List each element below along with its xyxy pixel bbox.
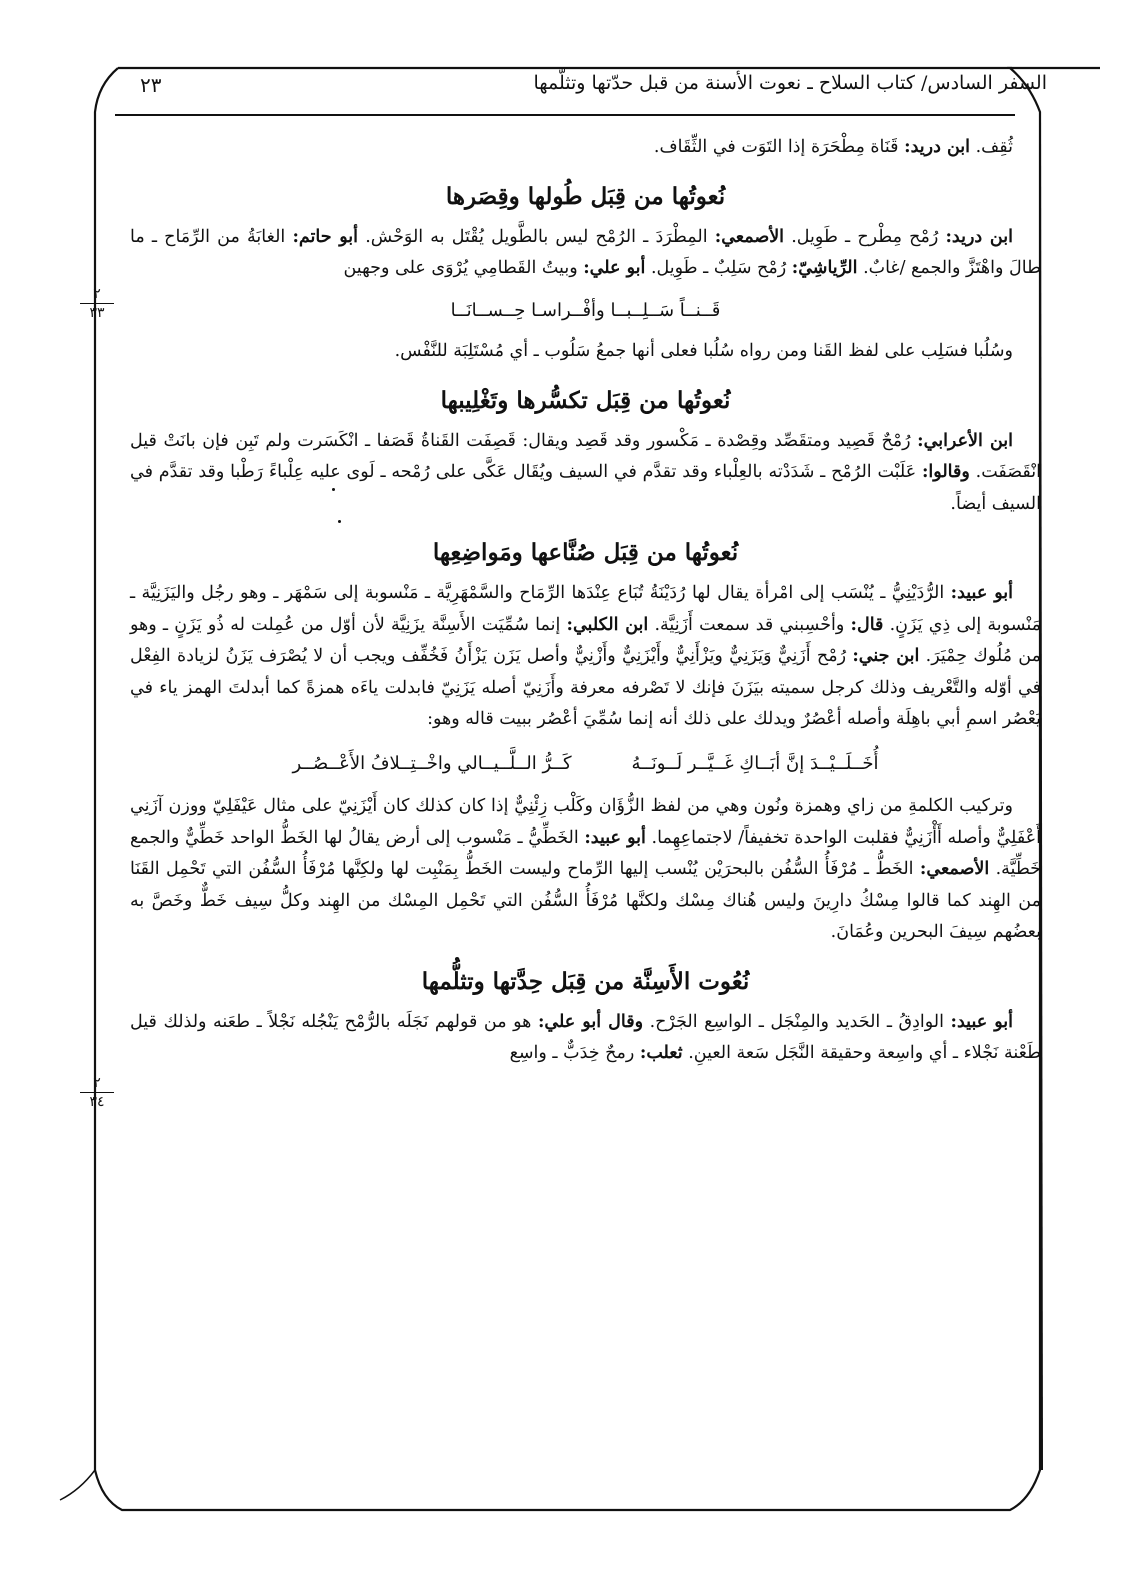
- text-run: وتركيب الكلمةِ من زاي وهمزة ونُون وهي من لفظ الزُّؤَان وكَلْب زِئْنِيٌّ إذا كان كذلك كان أَيْزَنِيّ على مثال عَيْفَلِيّ ووزن آزَنِي أَعْفَلِيٌّ وأصله أَأْزَنِيٌّ فقلبت الواحدة تخفيفاً/ لاجتماعِهِما.: [130, 796, 1042, 848]
- authority-name: أبو عبيد:: [950, 1011, 1014, 1032]
- authority-name: ثعلب:: [639, 1043, 683, 1063]
- authority-name: أبو علي:: [583, 258, 646, 278]
- authority-name: أبو حاتم:: [292, 226, 359, 247]
- text-run: وأحْسِبني قد سمعت أَزَنِيَّة.: [648, 614, 851, 635]
- verse-second-hemistich: كَــرُّ الــلَّــيــالي واخْــتِــلافُ الأَعْــصُــر: [292, 752, 572, 774]
- margin-note-denominator: ٣٤: [89, 1094, 105, 1110]
- text-run: قَنَاة مِطْحَرَة إذا التَوَت في الثِّقَاف.: [653, 137, 905, 157]
- verse-first-hemistich: أُخَــلَــيْــدَ إنَّ أبَــاكِ غَــيَّــر لَــونَــهُ: [631, 752, 879, 774]
- document-body: [130, 132, 1041, 1472]
- body-paragraph: [130, 1007, 1041, 1070]
- text-run: رُمْح مِطْرح ـ طَوِيل.: [784, 226, 946, 247]
- body-paragraph: [130, 336, 1041, 368]
- body-paragraph: [130, 426, 1041, 521]
- body-paragraph: [130, 222, 1041, 285]
- text-run: رمحٌ خِدَبٌّ ـ واسِع: [509, 1043, 640, 1063]
- text-run: رُمْح أَزَنِيٌّ وَيَزَنِيٌّ ويَزْأَنِيٌّ وأَيْزَنِيٌّ وأَزْنِيٌّ وأصل يَزَن يَزْأَنُ فَخُفِّف ويجب أن لا يُصْرَف يَزَنُ لزيادة الفِعْل في أوّله والتَّعْريف وذلك كرجل سميته بيَزَنَ فإنك لا تَصْرفه معرفة وأَزَنِيّ أصله يَزَنِيّ فابدلت ياءَه همزةً كما أبدلتَ الهمز ياء في يَعْصُر اسمِ أبي باهِلَة وأصله أعْصُرٌ ويدلك على ذلك أنه إنما سُمِّيَ أعْصُر ببيت قاله وهو:: [130, 646, 1041, 729]
- text-run: الرُّدَيْنِيُّ ـ يُنْسَب إلى امْرأة يقال لها رُدَيْنَةُ تُبَاع عِنْدَها الرِّمَاح والسَّمْهَرِيَّة ـ مَنْسوبة إلى سَمْهَر ـ وهو رجُل واليَزَنِيَّة ـ مَنْسوبة إلى ذِي يَزَنٍ.: [130, 583, 1041, 635]
- text-run: ثُقِف.: [970, 137, 1013, 157]
- running-header: السفر السادس/ كتاب السلاح ـ نعوت الأسنة من قبل حدّتها وتثلّمها: [533, 72, 1047, 94]
- text-run: الغابَةُ من الرِّمَاح ـ ما طالَ واهْتَزَّ والجمع /غابٌ.: [130, 226, 1041, 278]
- body-paragraph: [130, 791, 1041, 949]
- authority-name: الرِّياشِيّ:: [791, 258, 858, 278]
- poetry-couplet: [130, 748, 1041, 780]
- text-run: الخَطُّ ـ مُرْفَأُ السُّفُن بالبحرَيْن يُنْسب إليها الرِّماح وليست الخَطُّ بِمَنْبِت لها ولكِنَّها مُرْفَأُ السُّفُن التي تَحْمِل القَنَا من الهِند كما قالوا مِسْكُ دارِينَ وليس هُناك مِسْك ولكنَّها مُرْفَأُ السُّفُن التي تَحْمِل المِسْك من الهِند وكلُّ سِيف خَطٌّ وخَصَّ به بعضُهم سِيفَ البحرين وعُمَانَ.: [130, 859, 1041, 942]
- header-rule: [115, 114, 1015, 116]
- text-run: رُمْح سَلِبٌ ـ طَوِيل.: [645, 258, 792, 278]
- page-number: ٢٣: [140, 73, 162, 97]
- section-heading: نُعوتُها من قِبَل طُولها وقِصَرها: [445, 182, 726, 210]
- body-paragraph: [130, 578, 1041, 736]
- authority-name: أبو عبيد:: [950, 583, 1013, 603]
- margin-note-denominator: ٣٣: [89, 305, 105, 321]
- authority-name: الأصمعي:: [919, 859, 990, 879]
- authority-name: أبو عبيد:: [584, 827, 646, 848]
- text-run: المِطْرَدَ ـ الرُمْح ليس بالطَّويل يُقْتَل به الوَحْش.: [358, 226, 715, 247]
- text-run: الخَطِّيُّ ـ مَنْسوب إلى أرض يقالُ لها الخَطُّ الواحد خَطِّيٌّ والجمع خَطِّيَّة.: [130, 827, 1041, 879]
- authority-name: وقالوا:: [921, 462, 970, 482]
- body-paragraph: [130, 132, 1041, 164]
- section-heading: نُعوتُها من قِبَل صُنَّاعها ومَواضِعِها: [432, 539, 739, 566]
- margin-folio-note: [80, 286, 114, 321]
- authority-name: قال:: [850, 614, 884, 635]
- text-run: وسُلُبا فسَلِب على لفظ القَنا ومن رواه سُلُبا فعلى أنها جمعُ سَلُوب ـ أي مُسْتَلِبَة للنَّفْس.: [394, 341, 1013, 361]
- margin-folio-note: [80, 1075, 114, 1110]
- authority-name: ابن دريد:: [904, 137, 971, 157]
- text-run: رُمْحٌ قَصِيد ومتقَصِّد وقِصْدة ـ مَكْسور وقد قَصِد ويقال: قَصِفَت القَناةُ قَصَفا ـ انْكَسَرت ولم تَبِن فإن بانَتْ قيل انْقَصَفَت.: [130, 430, 1041, 482]
- margin-note-numerator: ٢: [80, 1075, 114, 1093]
- section-heading: نُعُوت الأَسِنَّة من قِبَل حِدَّتها وتثلُّمها: [421, 967, 750, 995]
- authority-name: ابن الأعرابي:: [917, 430, 1013, 451]
- authority-name: ابن الكلبي:: [566, 614, 649, 635]
- text-run: هو من قولهم نَجَلَه بالرُّمْح يَنْجُله نَجْلاً ـ طعَنه ولذلك قيل طَعْنة نَجْلاء ـ أي واسِعة وحقيقة النَّجَل سَعة العينِ.: [130, 1011, 1041, 1063]
- text-run: الوادِقُ ـ الحَديد والمِنْجَل ـ الواسِع الجَرْح.: [643, 1011, 951, 1032]
- authority-name: الأصمعي:: [714, 226, 785, 247]
- margin-note-numerator: ٢: [80, 286, 114, 304]
- text-run: وبيتُ القَطامِي يُرْوَى على وجهين: [343, 258, 584, 278]
- text-run: إنما سُمِّيَت الأَسِنَّة يزَنِيَّة لأن أوّل من عُمِلت له ذُو يَزَنٍ ـ وهو من مُلُوك حِمْيَرَ.: [130, 614, 1042, 666]
- section-heading: نُعوتُها من قِبَل تكسُّرها وتَغْلِيبها: [440, 386, 731, 414]
- authority-name: ابن دريد:: [945, 226, 1013, 247]
- authority-name: ابن جني:: [852, 646, 920, 666]
- poetry-verse: قَــنــاً سَــلِــبــا وأفْــراسـا حِــســانَــا: [450, 299, 721, 321]
- authority-name: وقال أبو علي:: [537, 1011, 644, 1032]
- text-run: عَلَبْت الرُمْح ـ شَدَدْته بالعِلْباء وقد تقدَّم في السيف ويُقَال عَكَّى على رُمْحه ـ لَوى عليه عِلْباءً رَطْبا وقد تقدَّم في السيف أيضاً.: [130, 462, 1041, 514]
